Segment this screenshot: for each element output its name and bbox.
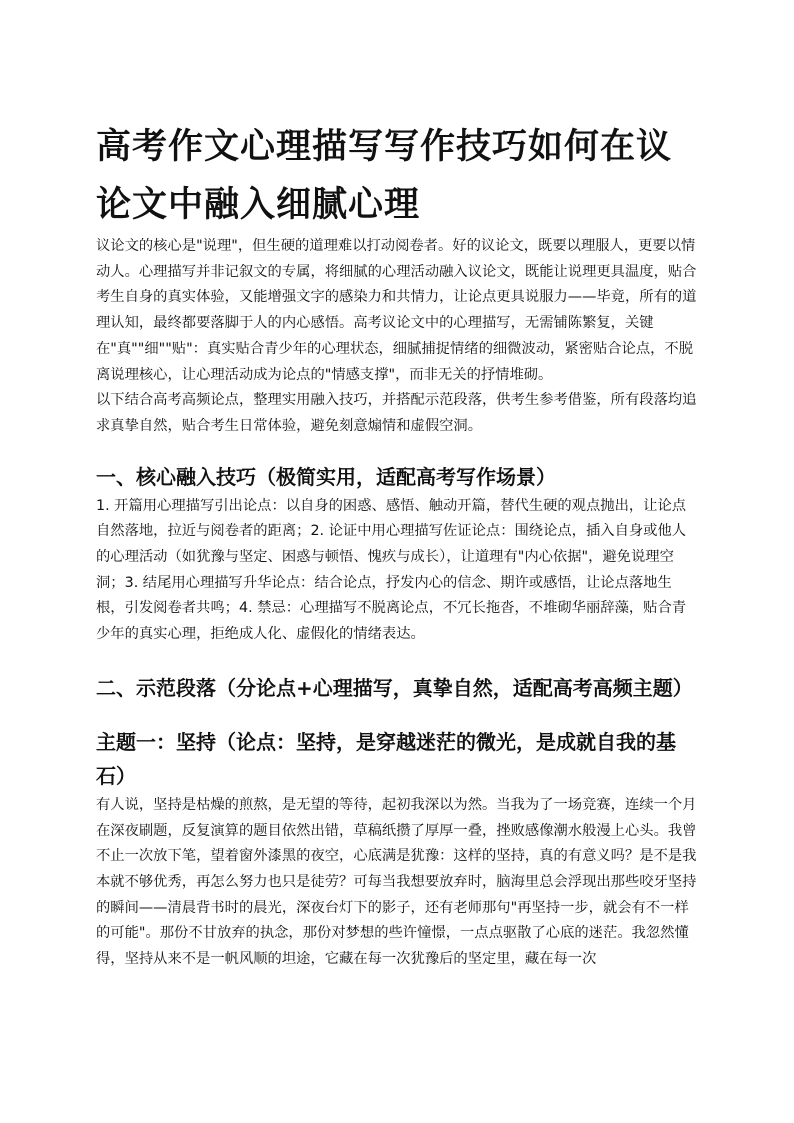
section-2-heading: 二、示范段落（分论点+心理描写，真挚自然，适配高考高频主题）: [96, 675, 693, 700]
section-1-heading: 一、核心融入技巧（极简实用，适配高考写作场景）: [96, 464, 556, 489]
document-title: 高考作文心理描写写作技巧如何在议论文中融入细腻心理: [96, 127, 673, 225]
theme-1-body: 有人说，坚持是枯燥的煎熬，是无望的等待，起初我深以为然。当我为了一场竞赛，连续一个月在深夜刷题，反复演算的题目依然出错，草稿纸攒了厚厚一叠，挫败感像潮水般漫上心头。我曾不止一次放下笔，望着窗外漆黑的夜空，心底满是犹豫：这样的坚持，真的有意义吗？是不是我本就不够优秀，再怎么努力也只是徒劳？可每当我想要放弃时，脑海里总会浮现出那些咬牙坚持的瞬间——清晨背书时的晨光，深夜台灯下的影子，还有老师那句"再坚持一步，就会有不一样的可能"。那份不甘放弃的执念，那份对梦想的些许憧憬，一点点驱散了心底的迷茫。我忽然懂得，坚持从来不是一帆风顺的坦途，它藏在每一次犹豫后的坚定里，藏在每一次: [96, 796, 697, 968]
intro-paragraph-2: 以下结合高考高频论点，整理实用融入技巧，并搭配示范段落，供考生参考借鉴，所有段落均追求真挚自然，贴合考生日常体验，避免刻意煽情和虚假空洞。: [96, 392, 697, 434]
intro-paragraph-1: 议论文的核心是"说理"，但生硬的道理难以打动阅卷者。好的议论文，既要以理服人，更要以情动人。心理描写并非记叙文的专属，将细腻的心理活动融入议论文，既能让说理更具温度，贴合考生自身的真实体验，又能增强文字的感染力和共情力，让论点更具说服力——毕竟，所有的道理认知，最终都要落脚于人的内心感悟。高考议论文中的心理描写，无需铺陈繁复，关键在"真""细""贴"：真实贴合青少年的心理状态，细腻捕捉情绪的细微波动，紧密贴合论点，不脱离说理核心，让心理活动成为论点的"情感支撑"，而非无关的抒情堆砌。: [96, 238, 697, 383]
theme-1-heading: 主题一：坚持（论点：坚持，是穿越迷茫的微光，是成就自我的基石）: [96, 729, 676, 788]
section-1-body: 1. 开篇用心理描写引出论点：以自身的困惑、感悟、触动开篇，替代生硬的观点抛出，让论点自然落地，拉近与阅卷者的距离；2. 论证中用心理描写佐证论点：围绕论点，插入自身或他人的心理活动（如犹豫与坚定、困惑与顿悟、愧疚与成长），让道理有"内心依据"，避免说理空洞；3. 结尾用心理描写升华论点：结合论点，抒发内心的信念、期许或感悟，让论点落地生根，引发阅卷者共鸣；4. 禁忌：心理描写不脱离论点，不冗长拖沓，不堆砌华丽辞藻，贴合青少年的真实心理，拒绝成人化、虚假化的情绪表达。: [96, 497, 687, 643]
document-page: [96, 118, 700, 973]
